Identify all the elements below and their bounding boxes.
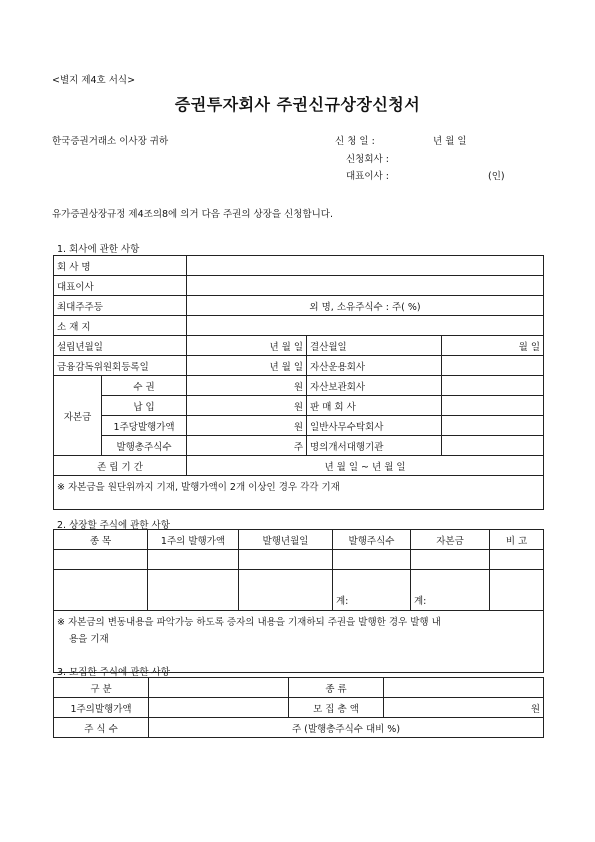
company-info-table: [53, 255, 544, 510]
custodian-field[interactable]: [442, 376, 544, 396]
capital-total[interactable]: 계:: [411, 570, 490, 611]
table-row: [54, 436, 544, 456]
share-count-label: 주 식 수: [54, 718, 149, 738]
transfer-agent-field[interactable]: [442, 436, 544, 456]
major-shareholder-field[interactable]: 외 명, 소유주식수 : 주( %): [187, 296, 544, 316]
admin-agent-label: 일반사무수탁회사: [307, 416, 442, 436]
table-row: [54, 416, 544, 436]
cell-capital[interactable]: [411, 550, 490, 570]
share-count-field[interactable]: 주 (발행총주식수 대비 %): [149, 718, 544, 738]
offer-total-label: 모 집 총 액: [289, 698, 384, 718]
col-header-issue-date: 발행년월일: [239, 530, 333, 550]
col-header-capital: 자본금: [411, 530, 490, 550]
table-row: [54, 296, 544, 316]
offered-shares-table: [53, 677, 544, 738]
address-label: 소 재 지: [54, 316, 187, 336]
table-row: [54, 276, 544, 296]
cell-issue-date[interactable]: [239, 550, 333, 570]
table-row: [54, 718, 544, 738]
col-header-remarks: 비 고: [490, 530, 544, 550]
cell-remarks[interactable]: [490, 550, 544, 570]
cell-remarks[interactable]: [490, 570, 544, 611]
capital-authorized-field[interactable]: 원: [187, 376, 307, 396]
type-field[interactable]: [149, 678, 289, 698]
table-row: [54, 570, 544, 611]
kind-label: 종 류: [289, 678, 384, 698]
cell-type[interactable]: [54, 550, 148, 570]
offer-price-label: 1주의발행가액: [54, 698, 149, 718]
cell-shares[interactable]: [333, 550, 411, 570]
cell-issue-price[interactable]: [148, 570, 239, 611]
sales-company-label: 판 매 회 사: [307, 396, 442, 416]
table-row: [54, 376, 544, 396]
cell-issue-price[interactable]: [148, 550, 239, 570]
col-header-issue-price: 1주의 발행가액: [148, 530, 239, 550]
page-title: 증권투자회사 주권신규상장신청서: [174, 95, 421, 114]
seal-mark: (인): [488, 171, 505, 182]
ceo-label: 대표이사: [54, 276, 187, 296]
fss-registration-field[interactable]: 년 월 일: [187, 356, 307, 376]
custodian-label: 자산보관회사: [307, 376, 442, 396]
transfer-agent-label: 명의개서대행기관: [307, 436, 442, 456]
fss-registration-label: 금융감독위원회등록일: [54, 356, 187, 376]
asset-management-label: 자산운용회사: [307, 356, 442, 376]
total-shares-field[interactable]: 주: [187, 436, 307, 456]
col-header-shares: 발행주식수: [333, 530, 411, 550]
established-field[interactable]: 년 월 일: [187, 336, 307, 356]
total-shares-label: 발행총주식수: [102, 436, 187, 456]
table-row: [54, 396, 544, 416]
table-row: [54, 698, 544, 718]
offer-total-field[interactable]: 원: [384, 698, 544, 718]
col-header-type: 종 목: [54, 530, 148, 550]
applicant-company-label: 신청회사 :: [346, 154, 389, 165]
table-row: [54, 256, 544, 276]
fiscal-month-label: 결산월일: [307, 336, 442, 356]
established-label: 설립년월일: [54, 336, 187, 356]
sales-company-field[interactable]: [442, 396, 544, 416]
capital-paidin-label: 납 입: [102, 396, 187, 416]
duration-label: 존 립 기 간: [54, 456, 187, 476]
address-field[interactable]: [187, 316, 544, 336]
table-row: [54, 678, 544, 698]
table-row: [54, 456, 544, 476]
asset-management-field[interactable]: [442, 356, 544, 376]
type-label: 구 분: [54, 678, 149, 698]
table-row: [54, 530, 544, 550]
capital-label: 자본금: [54, 376, 102, 456]
ceo-field[interactable]: [187, 276, 544, 296]
fiscal-month-field[interactable]: 월 일: [442, 336, 544, 356]
table-row: [54, 550, 544, 570]
issue-price-field[interactable]: 원: [187, 416, 307, 436]
listing-shares-table: [53, 529, 544, 673]
cell-issue-date[interactable]: [239, 570, 333, 611]
table-row: [54, 336, 544, 356]
capital-paidin-field[interactable]: 원: [187, 396, 307, 416]
kind-field[interactable]: [384, 678, 544, 698]
cell-type[interactable]: [54, 570, 148, 611]
addressee: 한국증권거래소 이사장 귀하: [52, 136, 169, 147]
applicant-ceo-label: 대표이사 :: [346, 171, 389, 182]
section1-heading: 1. 회사에 관한 사항: [57, 244, 140, 255]
issue-price-label: 1주당발행가액: [102, 416, 187, 436]
section2-heading: 2. 상장할 주식에 관한 사항: [57, 520, 170, 531]
section2-note-line2: 용을 기재: [69, 634, 109, 645]
company-name-field[interactable]: [187, 256, 544, 276]
application-date-value: 년 월 일: [433, 136, 467, 147]
table-row: [54, 356, 544, 376]
section1-note: ※ 자본금을 원단위까지 기재, 발행가액이 2개 이상인 경우 각각 기재: [54, 476, 544, 510]
table-row: [54, 476, 544, 510]
application-date-label: 신 청 일 :: [335, 136, 375, 147]
major-shareholder-label: 최대주주등: [54, 296, 187, 316]
admin-agent-field[interactable]: [442, 416, 544, 436]
statement: 유가증권상장규정 제4조의8에 의거 다음 주권의 상장을 신청합니다.: [52, 209, 334, 220]
offer-price-field[interactable]: [149, 698, 289, 718]
capital-authorized-label: 수 권: [102, 376, 187, 396]
form-code: <별지 제4호 서식>: [52, 75, 136, 86]
section2-note-line1: ※ 자본금의 변동내용을 파악가능 하도록 증자의 내용을 기재하되 주권을 발행한 경우 발행 내: [57, 617, 441, 628]
company-name-label: 회 사 명: [54, 256, 187, 276]
section3-heading: 3. 모집한 주식에 관한 사항: [57, 667, 170, 678]
shares-total[interactable]: 계:: [333, 570, 411, 611]
duration-field[interactable]: 년 월 일 ~ 년 월 일: [187, 456, 544, 476]
table-row: [54, 316, 544, 336]
